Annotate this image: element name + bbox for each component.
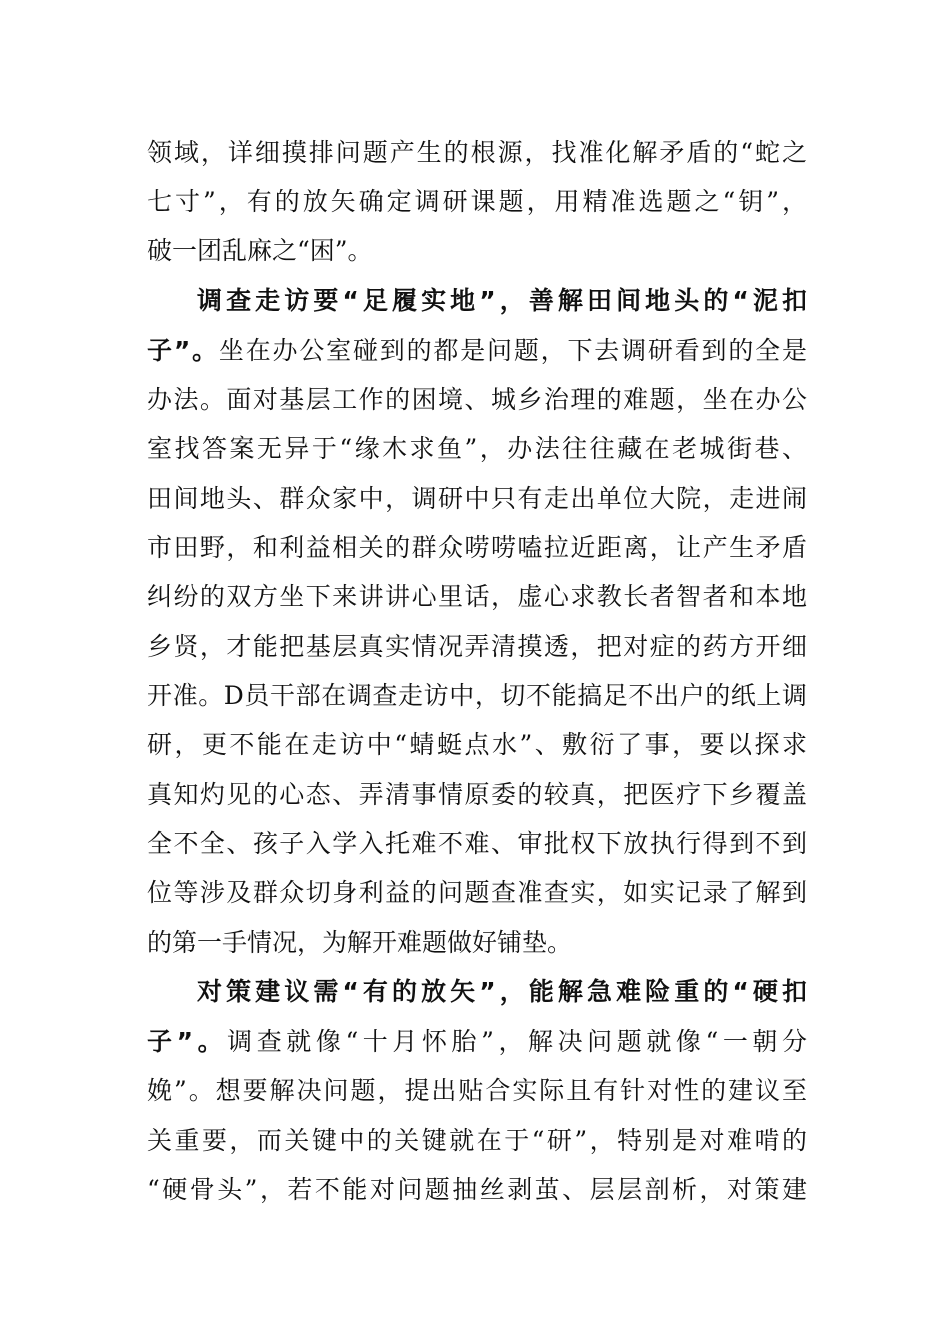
paragraph1-line-2: 七寸”，有的放矢确定调研课题，用精准选题之“钥”， [147,187,807,216]
paragraph2-line-14: 的第一手情况，为解开难题做好铺垫。 [147,928,573,957]
paragraph2-line-6: 市田野，和利益相关的群众唠唠嗑拉近距离，让产生矛盾 [147,533,807,562]
paragraph2-line-2 [147,331,807,371]
paragraph2-line-9: 开准。D员干部在调查走访中，切不能搞足不出户的纸上调 [147,681,807,710]
paragraph2-line-2-text: 坐在办公室碰到的都是问题，下去调研看到的全是 [218,336,807,365]
paragraph3-line-5: “硬骨头”，若不能对问题抽丝剥茧、层层剖析，对策建 [147,1175,807,1204]
paragraph2-heading-line: 调查走访要“足履实地”，善解田间地头的“泥扣 [197,286,807,315]
paragraph3-line-4: 关重要，而关键中的关键就在于“研”，特别是对难啃的 [147,1126,807,1155]
paragraph2-line-8: 乡贤，才能把基层真实情况弄清摸透，把对症的药方开细 [147,632,807,661]
paragraph2-line-12: 全不全、孩子入学入托难不难、审批权下放执行得到不到 [147,829,807,858]
paragraph2-line-10: 研，更不能在走访中“蜻蜓点水”、敷衍了事，要以探求 [147,730,807,759]
paragraph2-line-4: 室找答案无异于“缘木求鱼”，办法往往藏在老城街巷、 [147,434,807,463]
paragraph2-line-5: 田间地头、群众家中，调研中只有走出单位大院，走进闹 [147,484,807,513]
paragraph1-line-1: 领域，详细摸排问题产生的根源，找准化解矛盾的“蛇之 [147,138,807,167]
paragraph2-line-7: 纠纷的双方坐下来讲讲心里话，虚心求教长者智者和本地 [147,582,807,611]
paragraph2-line-11: 真知灼见的心态、弄清事情原委的较真，把医疗下乡覆盖 [147,780,807,809]
paragraph3-line-2-text: 调查就像“十月怀胎”，解决问题就像“一朝分 [227,1027,807,1056]
paragraph1-line-3: 破一团乱麻之“困”。 [147,236,373,265]
paragraph2-heading-end: 子”。 [147,336,219,365]
paragraph3-heading-line: 对策建议需“有的放矢”，能解急难险重的“硬扣 [197,977,807,1006]
paragraph3-line-2 [147,1022,807,1062]
paragraph3-heading-end: 子”。 [147,1027,228,1056]
paragraph3-line-3: 娩”。想要解决问题，提出贴合实际且有针对性的建议至 [147,1076,807,1105]
paragraph2-line-13: 位等涉及群众切身利益的问题查准查实，如实记录了解到 [147,878,807,907]
paragraph2-line-3: 办法。面对基层工作的困境、城乡治理的难题，坐在办公 [147,385,807,414]
